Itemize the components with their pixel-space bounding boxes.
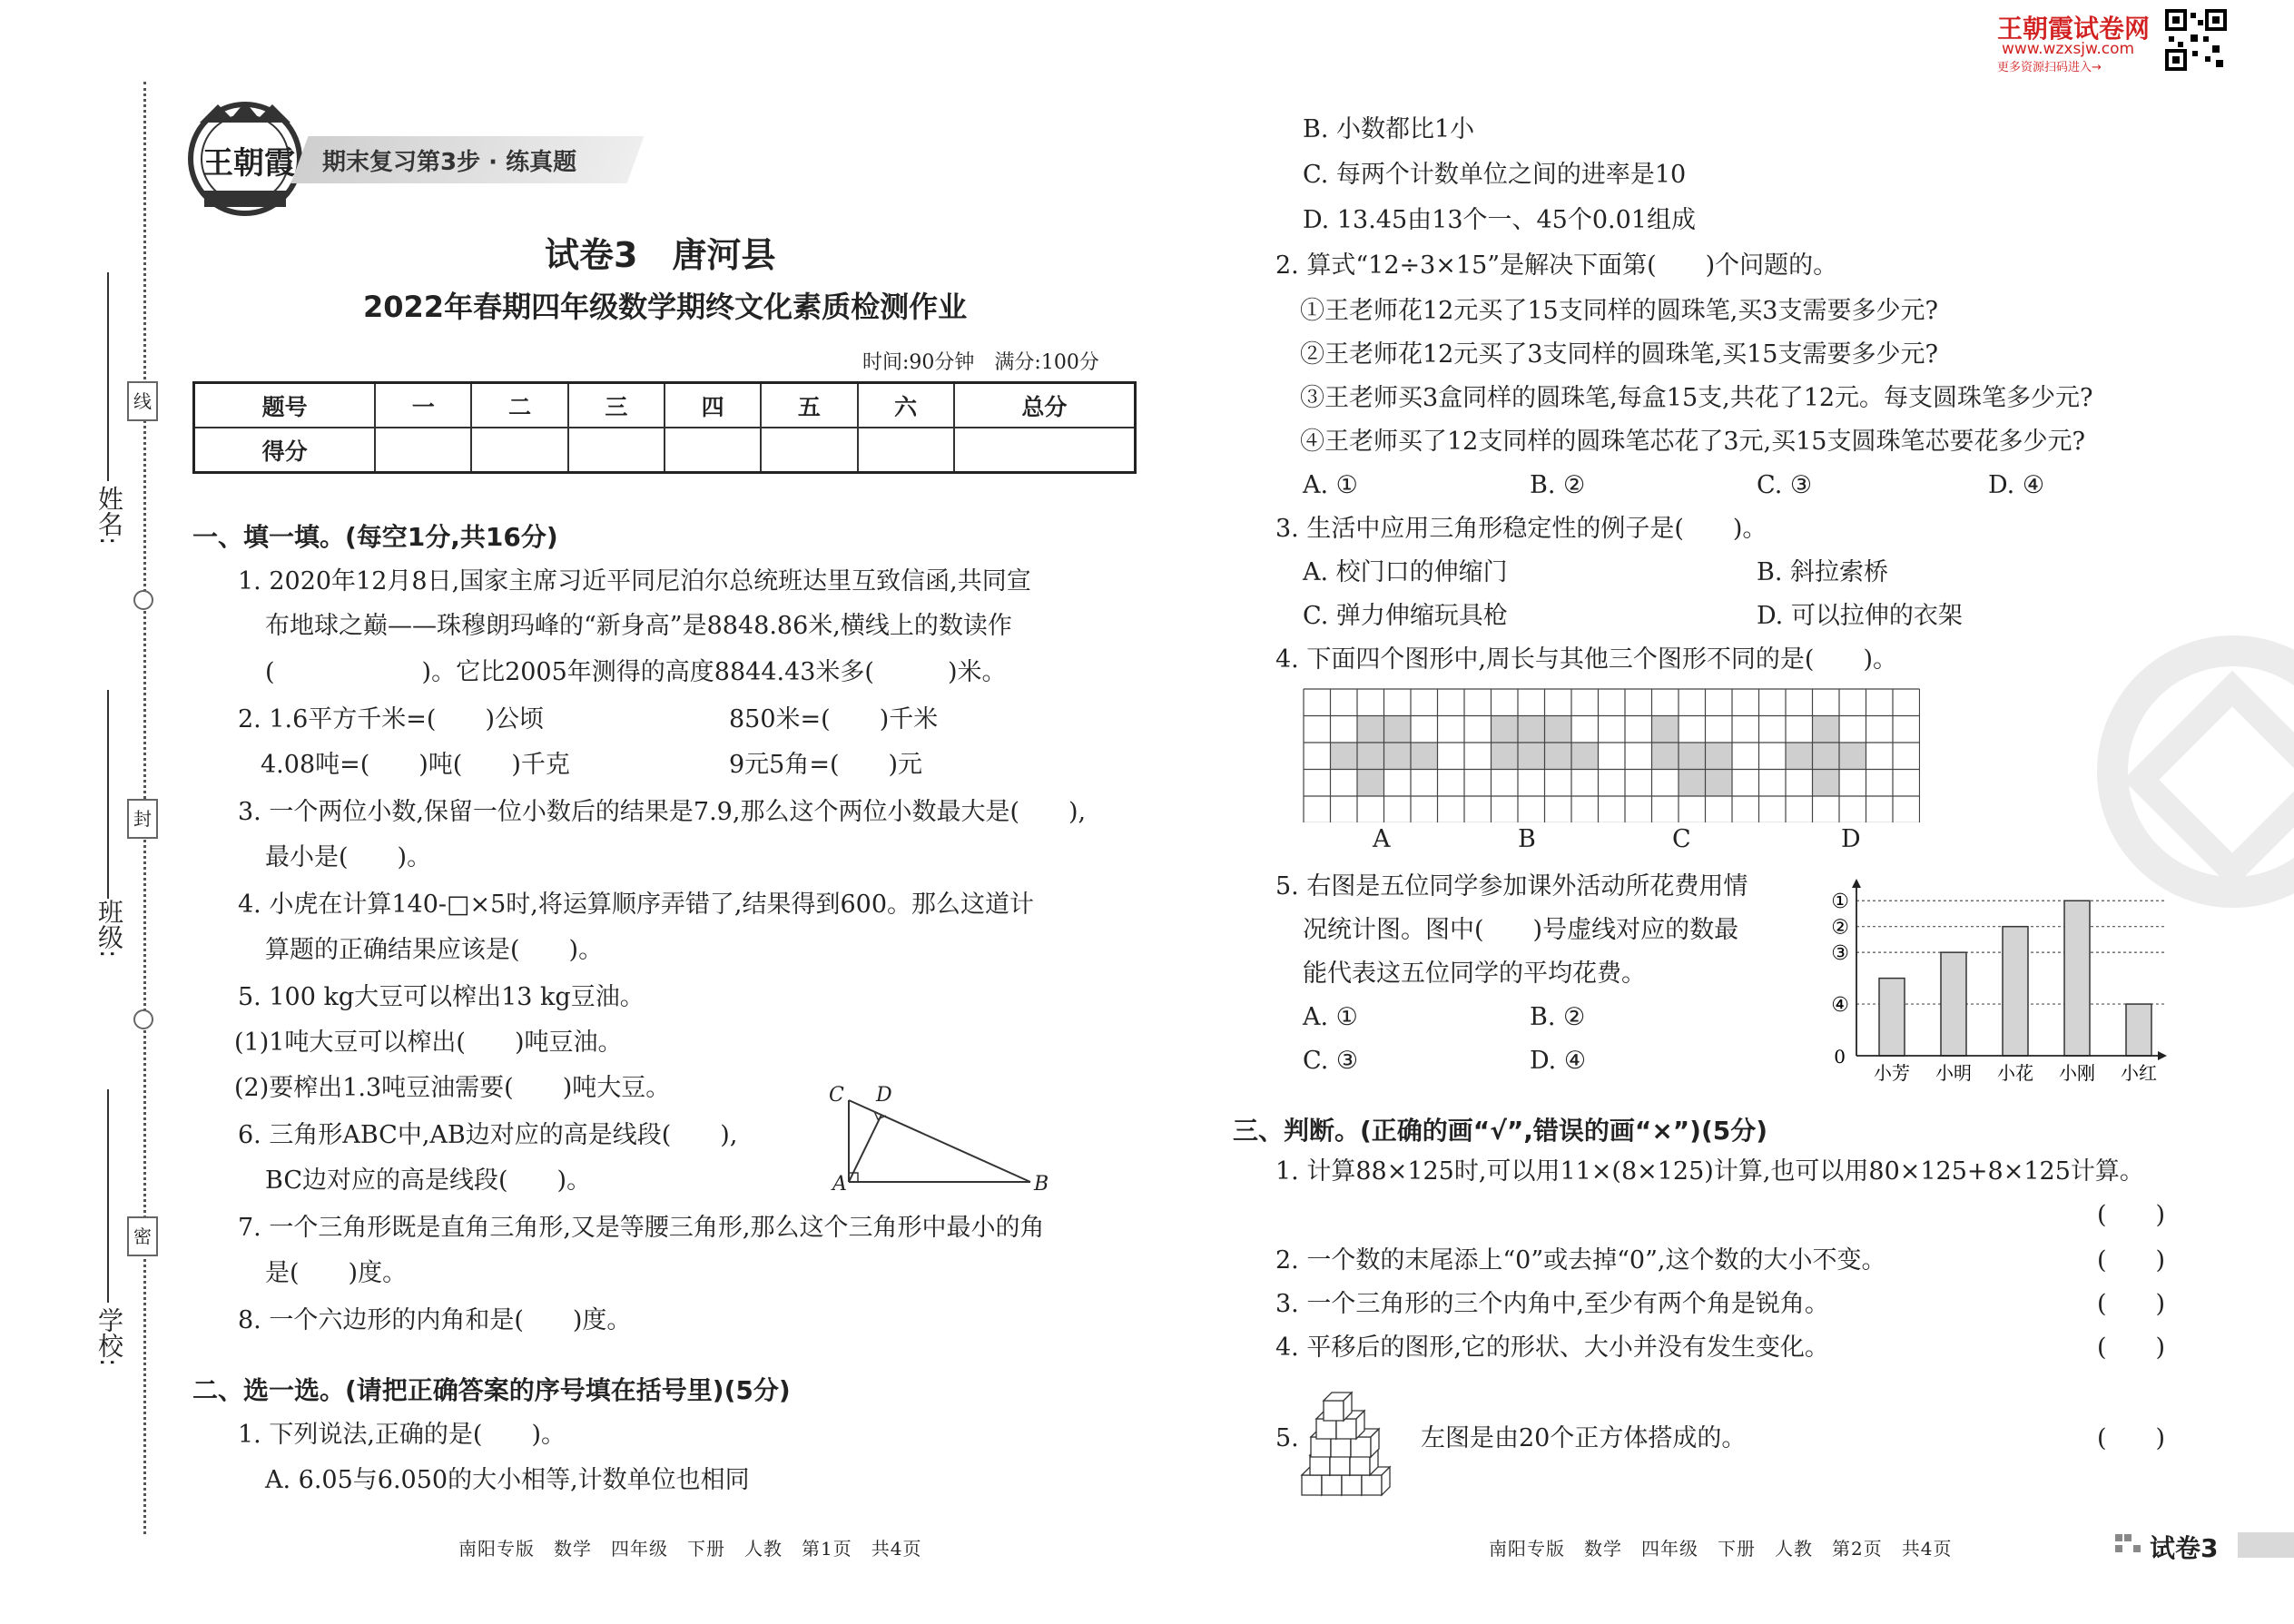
- q4-label: D: [1841, 825, 1861, 853]
- q3-option[interactable]: B. 斜拉索桥: [1757, 558, 1889, 586]
- score-cell: 三: [568, 383, 665, 428]
- score-table-header-row: [194, 383, 1136, 428]
- s1-line: (1)1吨大豆可以榨出( )吨豆油。: [234, 1029, 623, 1057]
- reference-label: ②: [1831, 916, 1849, 940]
- section1-title: 一、填一填。(每空1分,共16分): [192, 522, 558, 552]
- s3-q5-number: 5.: [1275, 1424, 1299, 1452]
- score-cell: 题号: [194, 383, 376, 428]
- triangle-figure: [822, 1084, 1058, 1198]
- shaded-cell: [1545, 743, 1572, 770]
- binding-mark-2: 封: [127, 799, 158, 839]
- score-cell: 二: [471, 383, 567, 428]
- s2-line: D. 13.45由13个一、45个0.01组成: [1303, 206, 1696, 234]
- triangle-label: C: [829, 1084, 844, 1107]
- shaded-cell: [1706, 743, 1733, 770]
- shaded-cell: [1384, 716, 1412, 743]
- score-cell: 得分: [194, 428, 376, 473]
- class-label: 班级:: [94, 899, 124, 959]
- score-input[interactable]: [375, 428, 471, 473]
- section2-title: 二、选一选。(请把正确答案的序号填在括号里)(5分): [192, 1375, 791, 1405]
- shaded-cell: [1679, 770, 1706, 797]
- s2-line: A. 6.05与6.050的大小相等,计数单位也相同: [265, 1466, 750, 1494]
- binding-circle-1: [133, 590, 153, 610]
- q5-option[interactable]: D. ④: [1530, 1047, 1587, 1075]
- cube-stack-figure: [1298, 1375, 1421, 1502]
- s2-line: 1. 下列说法,正确的是( )。: [238, 1421, 566, 1449]
- score-input[interactable]: [665, 428, 761, 473]
- s2-line: B. 小数都比1小: [1303, 115, 1475, 143]
- category-label: 小刚: [2059, 1062, 2095, 1084]
- shaded-cell: [1679, 743, 1706, 770]
- score-cell: 五: [761, 383, 857, 428]
- q5-option[interactable]: B. ②: [1530, 1003, 1586, 1031]
- s1-line: 8. 一个六边形的内角和是( )度。: [238, 1306, 632, 1334]
- qr-code-icon[interactable]: [2165, 9, 2227, 71]
- footer-badge: 试卷3: [2150, 1533, 2219, 1563]
- q3-text: 3. 生活中应用三角形稳定性的例子是( )。: [1275, 515, 1767, 543]
- paper-title: 试卷3 唐河县: [545, 235, 776, 275]
- s1-line: 2. 1.6平方千米=( )公顷: [238, 705, 544, 733]
- q5-option[interactable]: C. ③: [1303, 1047, 1359, 1075]
- shaded-cell: [1839, 743, 1866, 770]
- footer-right: 南阳专版 数学 四年级 下册 人教 第2页 共4页: [1489, 1538, 1953, 1560]
- brand-name[interactable]: 王朝霞试卷网: [1997, 14, 2151, 44]
- reference-label: ③: [1831, 942, 1849, 966]
- s3-line: 1. 计算88×125时,可以用11×(8×125)计算,也可以用80×125+8×125计算。: [1275, 1157, 2144, 1186]
- s2-line: 2. 算式“12÷3×15”是解决下面第( )个问题的。: [1275, 251, 1838, 280]
- score-cell: 总分: [954, 383, 1136, 428]
- score-table-score-row: [194, 428, 1136, 473]
- q2-option[interactable]: B. ②: [1530, 471, 1586, 499]
- s2-line: ①王老师花12元买了15支同样的圆珠笔,买3支需要多少元?: [1300, 297, 1938, 325]
- watermark-seal: [2097, 635, 2294, 908]
- shaded-cell: [1492, 716, 1519, 743]
- shaded-cell: [1786, 743, 1813, 770]
- logo-text: 王朝霞: [202, 145, 295, 182]
- bar: [2003, 927, 2028, 1056]
- y-axis-arrow: [1852, 879, 1861, 888]
- q2-option[interactable]: A. ①: [1303, 471, 1358, 499]
- origin-label: 0: [1834, 1046, 1846, 1068]
- shaded-cell: [1518, 716, 1545, 743]
- bar: [2126, 1004, 2151, 1056]
- shaded-cell: [1357, 716, 1384, 743]
- s1-line: 5. 100 kg大豆可以榨出13 kg豆油。: [238, 983, 645, 1011]
- step-badge: 期末复习第3步 · 练真题: [322, 149, 577, 176]
- s1-line: 算题的正确结果应该是( )。: [265, 936, 604, 964]
- shaded-cell: [1652, 716, 1679, 743]
- footer-badge-bar: [2238, 1532, 2294, 1558]
- shaded-cell: [1545, 716, 1572, 743]
- s3-line: 4. 平移后的图形,它的形状、大小并没有发生变化。: [1275, 1334, 1829, 1362]
- score-input[interactable]: [471, 428, 567, 473]
- s1-line: 4. 小虎在计算140-□×5时,将运算顺序弄错了,结果得到600。那么这道计: [238, 891, 1035, 919]
- shaded-cell: [1518, 743, 1545, 770]
- score-cell: 六: [858, 383, 954, 428]
- q3-option[interactable]: C. 弹力伸缩玩具枪: [1303, 602, 1508, 630]
- triangle-label: A: [832, 1173, 847, 1196]
- s1-line: BC边对应的高是线段( )。: [265, 1166, 592, 1195]
- shaded-cell: [1571, 743, 1599, 770]
- s2-line: C. 每两个计数单位之间的进率是10: [1303, 161, 1687, 189]
- s1-line: 1. 2020年12月8日,国家主席习近平同尼泊尔总统班达里互致信函,共同宣: [238, 567, 1031, 595]
- brand-url[interactable]: www.wzxsjw.com: [2002, 40, 2135, 58]
- bar: [2064, 901, 2090, 1056]
- score-input[interactable]: [858, 428, 954, 473]
- s1-line: ( )。它比2005年测得的高度8844.43米多( )米。: [265, 658, 1007, 686]
- shaded-cell: [1813, 770, 1840, 797]
- binding-mark-3: 密: [127, 1216, 158, 1256]
- s1-line: 850米=( )千米: [729, 705, 939, 733]
- brand-note: 更多资源扫码进入→: [1997, 61, 2102, 74]
- shaded-cell: [1384, 743, 1412, 770]
- q3-option[interactable]: D. 可以拉伸的衣架: [1757, 602, 1963, 630]
- footer-badge-decor: [2115, 1532, 2142, 1556]
- s3-line: 左图是由20个正方体搭成的。: [1421, 1424, 1747, 1452]
- class-blank-line[interactable]: [107, 690, 109, 899]
- q5-line: 能代表这五位同学的平均花费。: [1303, 960, 1646, 988]
- q4-grid-figure: [1303, 688, 1920, 822]
- footer-left: 南阳专版 数学 四年级 下册 人教 第1页 共4页: [458, 1538, 922, 1560]
- score-input[interactable]: [568, 428, 665, 473]
- s1-line: 7. 一个三角形既是直角三角形,又是等腰三角形,那么这个三角形中最小的角: [238, 1214, 1045, 1242]
- reference-label: ④: [1831, 994, 1849, 1018]
- bar: [1879, 979, 1905, 1056]
- s3-line: 2. 一个数的末尾添上“0”或去掉“0”,这个数的大小不变。: [1275, 1246, 1886, 1275]
- shaded-cell: [1357, 743, 1384, 770]
- triangle-label: B: [1034, 1173, 1049, 1196]
- q5-option[interactable]: A. ①: [1303, 1003, 1358, 1031]
- q4-label: C: [1672, 825, 1691, 853]
- s1-line: 布地球之巅——珠穆朗玛峰的“新身高”是8848.86米,横线上的数读作: [265, 612, 1012, 640]
- s2-line: ②王老师花12元买了3支同样的圆珠笔,买15支需要多少元?: [1300, 340, 1938, 369]
- q4-text: 4. 下面四个图形中,周长与其他三个图形不同的是( )。: [1275, 645, 1897, 674]
- shaded-cell: [1411, 743, 1438, 770]
- judge-paren[interactable]: ( ): [2097, 1424, 2166, 1452]
- q3-option[interactable]: A. 校门口的伸缩门: [1303, 558, 1508, 586]
- q2-option[interactable]: D. ④: [1988, 471, 2045, 499]
- q5-line: 况统计图。图中( )号虚线对应的数最: [1303, 916, 1739, 944]
- shaded-cell: [1492, 743, 1519, 770]
- category-label: 小红: [2121, 1062, 2157, 1084]
- s1-line: 6. 三角形ABC中,AB边对应的高是线段( ),: [238, 1121, 738, 1149]
- school-blank-line[interactable]: [107, 1089, 109, 1303]
- q4-label: A: [1373, 825, 1391, 853]
- shaded-cell: [1357, 770, 1384, 797]
- category-label: 小花: [1997, 1062, 2033, 1084]
- shaded-cell: [1813, 716, 1840, 743]
- name-label: 姓名:: [94, 486, 124, 546]
- q5-line: 5. 右图是五位同学参加课外活动所花费用情: [1275, 872, 1748, 901]
- score-input[interactable]: [954, 428, 1136, 473]
- s1-line: 9元5角=( )元: [729, 751, 923, 779]
- shaded-cell: [1652, 743, 1679, 770]
- s1-line: 3. 一个两位小数,保留一位小数后的结果是7.9,那么这个两位小数最大是( ),: [238, 798, 1087, 826]
- s2-line: ④王老师买了12支同样的圆珠笔芯花了3元,买15支圆珠笔芯要花多少元?: [1300, 428, 2085, 456]
- s1-line: 最小是( )。: [265, 843, 432, 871]
- score-cell: 一: [375, 383, 471, 428]
- paper-subtitle: 2022年春期四年级数学期终文化素质检测作业: [363, 290, 968, 324]
- section3-title: 三、判断。(正确的画“√”,错误的画“×”)(5分): [1233, 1116, 1768, 1146]
- score-input[interactable]: [761, 428, 857, 473]
- s2-line: ③王老师买3盒同样的圆珠笔,每盒15支,共花了12元。每支圆珠笔多少元?: [1300, 384, 2093, 412]
- s3-line: 3. 一个三角形的三个内角中,至少有两个角是锐角。: [1275, 1290, 1829, 1318]
- bar: [1941, 952, 1966, 1056]
- score-cell: 四: [665, 383, 761, 428]
- s1-line: 是( )度。: [265, 1259, 408, 1287]
- category-label: 小芳: [1874, 1062, 1910, 1084]
- judge-paren[interactable]: ( ): [2097, 1334, 2166, 1362]
- logo: [186, 100, 304, 218]
- shaded-cell: [1813, 743, 1840, 770]
- category-label: 小明: [1935, 1062, 1972, 1084]
- name-blank-line[interactable]: [107, 272, 109, 481]
- s1-line: 4.08吨=( )吨( )千克: [261, 751, 570, 779]
- cube: [1324, 1393, 1352, 1421]
- judge-paren[interactable]: ( ): [2097, 1246, 2166, 1275]
- binding-mark-1: 线: [127, 381, 158, 421]
- reference-label: ①: [1831, 891, 1849, 914]
- expense-bar-chart: [1816, 879, 2179, 1088]
- binding-circle-2: [133, 1009, 153, 1029]
- judge-paren[interactable]: ( ): [2097, 1290, 2166, 1318]
- shaded-cell: [1706, 770, 1733, 797]
- time-info: 时间:90分钟 满分:100分: [862, 351, 1099, 374]
- score-table: [192, 381, 1137, 474]
- shaded-cell: [1331, 743, 1358, 770]
- q4-label: B: [1518, 825, 1536, 853]
- q2-option[interactable]: C. ③: [1757, 471, 1813, 499]
- school-label: 学校:: [94, 1307, 124, 1367]
- judge-paren[interactable]: ( ): [2097, 1201, 2166, 1229]
- x-axis-arrow: [2158, 1051, 2167, 1060]
- triangle-label: D: [876, 1084, 892, 1107]
- s1-line: (2)要榨出1.3吨豆油需要( )吨大豆。: [234, 1074, 671, 1102]
